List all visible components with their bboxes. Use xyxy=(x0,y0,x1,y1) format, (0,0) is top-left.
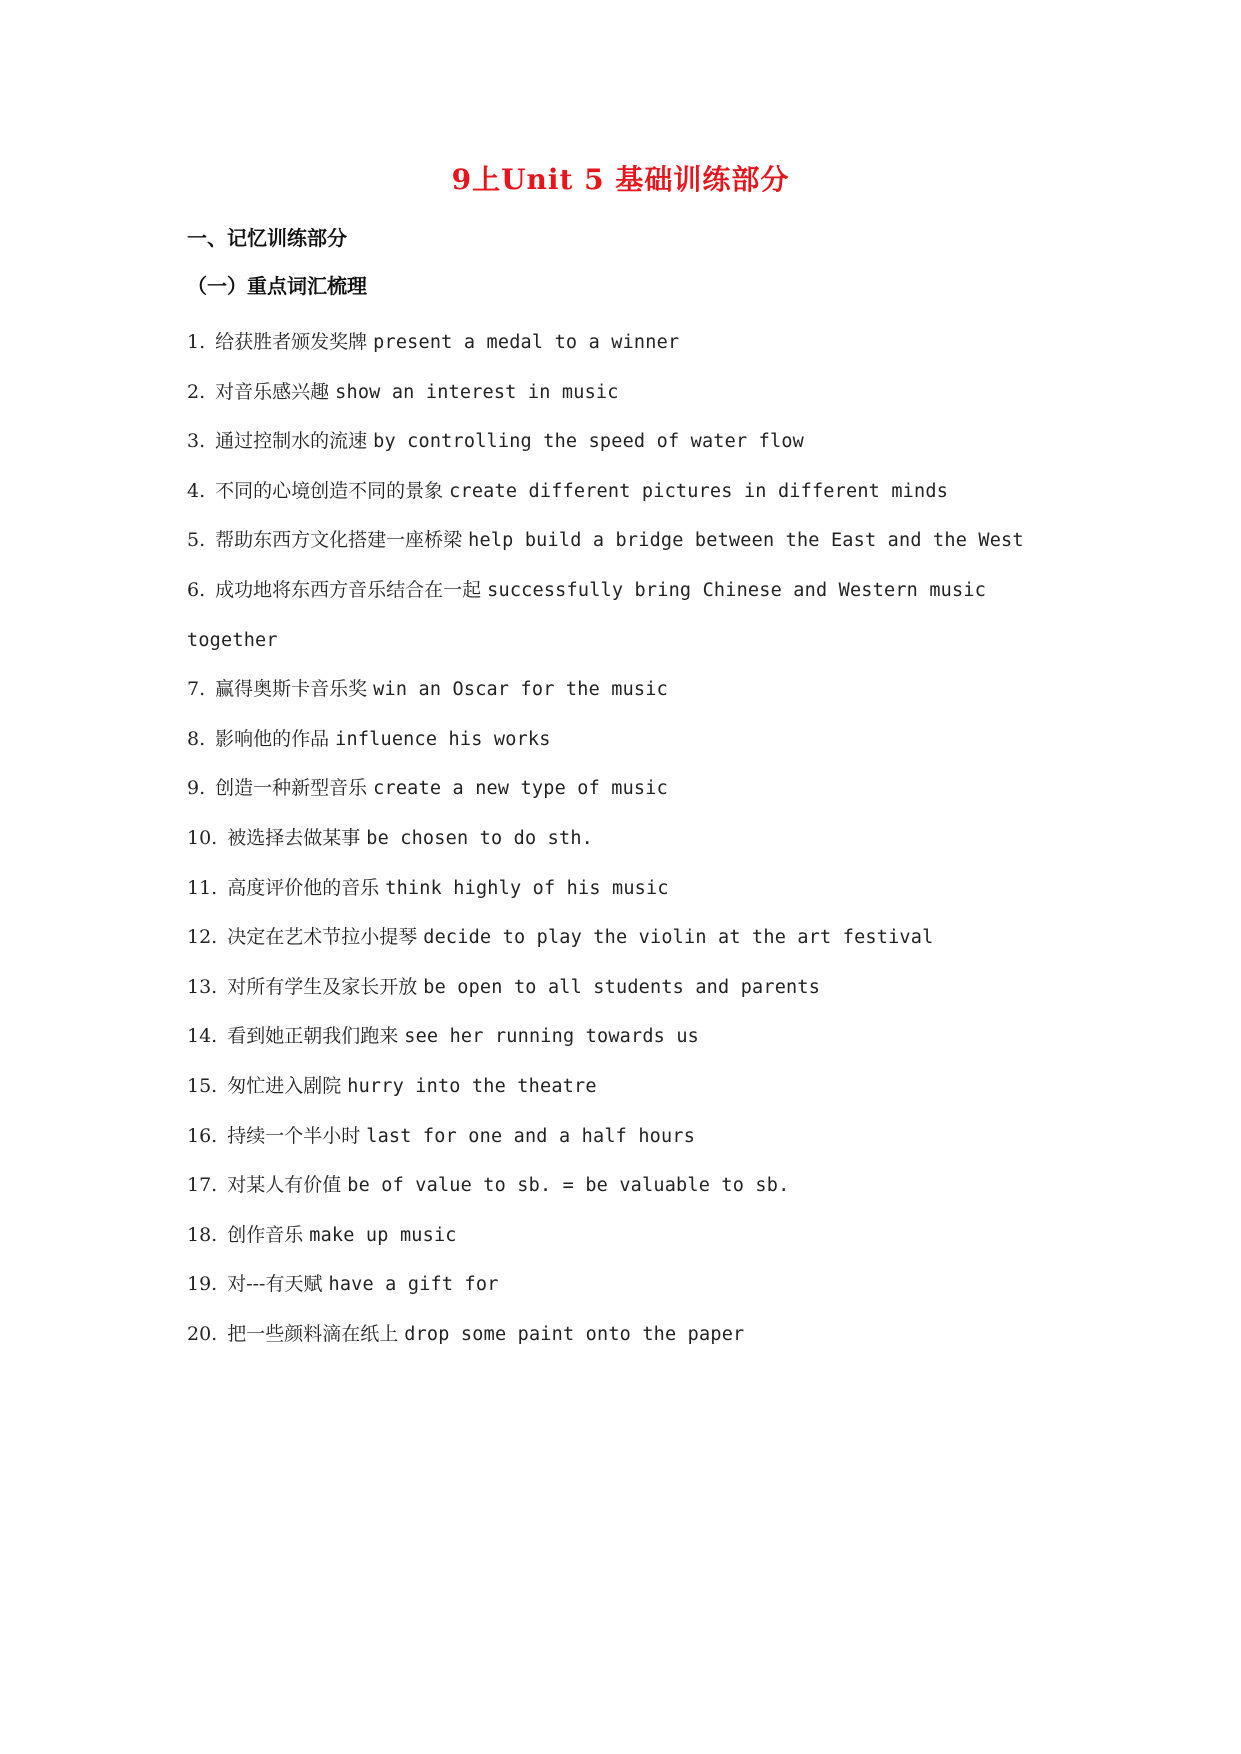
item-english: last for one and a half hours xyxy=(366,1125,696,1147)
list-item xyxy=(187,467,1067,517)
item-chinese: 持续一个半小时 xyxy=(227,1124,361,1147)
list-item xyxy=(187,516,1067,566)
item-number: 15. xyxy=(187,1074,218,1097)
list-item xyxy=(187,417,1067,467)
item-english: make up music xyxy=(309,1224,457,1246)
item-number: 19. xyxy=(187,1273,218,1296)
item-chinese: 把一些颜料滴在纸上 xyxy=(227,1322,399,1345)
item-english: create a new type of music xyxy=(373,778,668,800)
list-item xyxy=(187,864,1067,914)
item-english: win an Oscar for the music xyxy=(373,679,668,701)
item-chinese: 对---有天赋 xyxy=(227,1273,323,1296)
item-number: 4. xyxy=(187,479,206,502)
item-number: 6. xyxy=(187,578,206,601)
item-chinese: 成功地将东西方音乐结合在一起 xyxy=(215,578,482,601)
document-title: 9上Unit 5 基础训练部分 xyxy=(451,163,790,196)
item-english: be open to all students and parents xyxy=(423,976,821,998)
item-chinese: 决定在艺术节拉小提琴 xyxy=(227,926,418,949)
item-chinese: 影响他的作品 xyxy=(215,727,330,750)
item-english: be chosen to do sth. xyxy=(366,827,593,849)
list-item xyxy=(187,368,1067,418)
list-item xyxy=(187,1310,1067,1360)
item-english: present a medal to a winner xyxy=(373,332,680,353)
item-english: by controlling the speed of water flow xyxy=(373,431,804,453)
item-english: influence his works xyxy=(335,728,551,750)
item-english: help build a bridge between the East and the West xyxy=(468,530,1024,552)
item-chinese: 赢得奥斯卡音乐奖 xyxy=(215,678,368,701)
item-number: 13. xyxy=(187,975,218,998)
item-chinese: 通过控制水的流速 xyxy=(215,430,368,453)
item-chinese: 看到她正朝我们跑来 xyxy=(227,1025,399,1048)
item-english: successfully bring Chinese and Western music together xyxy=(187,579,987,651)
vocabulary-list xyxy=(187,318,1067,1359)
item-english: drop some paint onto the paper xyxy=(404,1323,745,1345)
item-number: 17. xyxy=(187,1174,218,1197)
list-item xyxy=(187,1211,1067,1261)
item-english: have a gift for xyxy=(328,1274,499,1296)
list-item xyxy=(187,566,1057,665)
item-number: 9. xyxy=(187,777,206,800)
list-item xyxy=(187,1012,1067,1062)
list-item xyxy=(187,913,1067,963)
item-chinese: 创造一种新型音乐 xyxy=(215,777,368,800)
list-item xyxy=(187,715,1067,765)
item-chinese: 对音乐感兴趣 xyxy=(215,380,330,403)
item-number: 18. xyxy=(187,1223,218,1246)
item-english: show an interest in music xyxy=(335,381,619,403)
item-chinese: 对某人有价值 xyxy=(227,1174,342,1197)
section-heading: 一、记忆训练部分 xyxy=(187,226,347,250)
item-chinese: 不同的心境创造不同的景象 xyxy=(215,479,444,502)
item-chinese: 高度评价他的音乐 xyxy=(227,876,380,899)
list-item xyxy=(187,764,1067,814)
list-item xyxy=(187,1161,1067,1211)
item-number: 7. xyxy=(187,678,206,701)
item-number: 16. xyxy=(187,1124,218,1147)
subsection-heading: （一）重点词汇梳理 xyxy=(187,274,367,298)
item-number: 11. xyxy=(187,876,218,899)
item-english: hurry into the theatre xyxy=(347,1075,597,1097)
list-item xyxy=(187,318,1067,368)
item-number: 14. xyxy=(187,1025,218,1048)
list-item xyxy=(187,814,1067,864)
item-english: be of value to sb. = be valuable to sb. xyxy=(347,1175,790,1197)
item-chinese: 匆忙进入剧院 xyxy=(227,1074,342,1097)
item-chinese: 被选择去做某事 xyxy=(227,826,361,849)
item-number: 8. xyxy=(187,727,206,750)
list-item xyxy=(187,1112,1067,1162)
item-number: 12. xyxy=(187,926,218,949)
list-item xyxy=(187,963,1067,1013)
list-item xyxy=(187,1260,1067,1310)
item-number: 1. xyxy=(187,331,206,353)
item-number: 2. xyxy=(187,380,206,403)
item-chinese: 帮助东西方文化搭建一座桥梁 xyxy=(215,529,463,552)
item-english: see her running towards us xyxy=(404,1026,700,1048)
item-english: decide to play the violin at the art festival xyxy=(423,927,934,949)
item-chinese: 创作音乐 xyxy=(227,1223,304,1246)
list-item xyxy=(187,1062,1067,1112)
item-number: 10. xyxy=(187,826,218,849)
item-number: 3. xyxy=(187,430,206,453)
item-number: 20. xyxy=(187,1322,218,1345)
list-item xyxy=(187,665,1067,715)
item-chinese: 对所有学生及家长开放 xyxy=(227,975,418,998)
item-english: create different pictures in different minds xyxy=(449,480,949,502)
item-english: think highly of his music xyxy=(385,877,669,899)
item-chinese: 给获胜者颁发奖牌 xyxy=(215,331,368,353)
item-number: 5. xyxy=(187,529,206,552)
